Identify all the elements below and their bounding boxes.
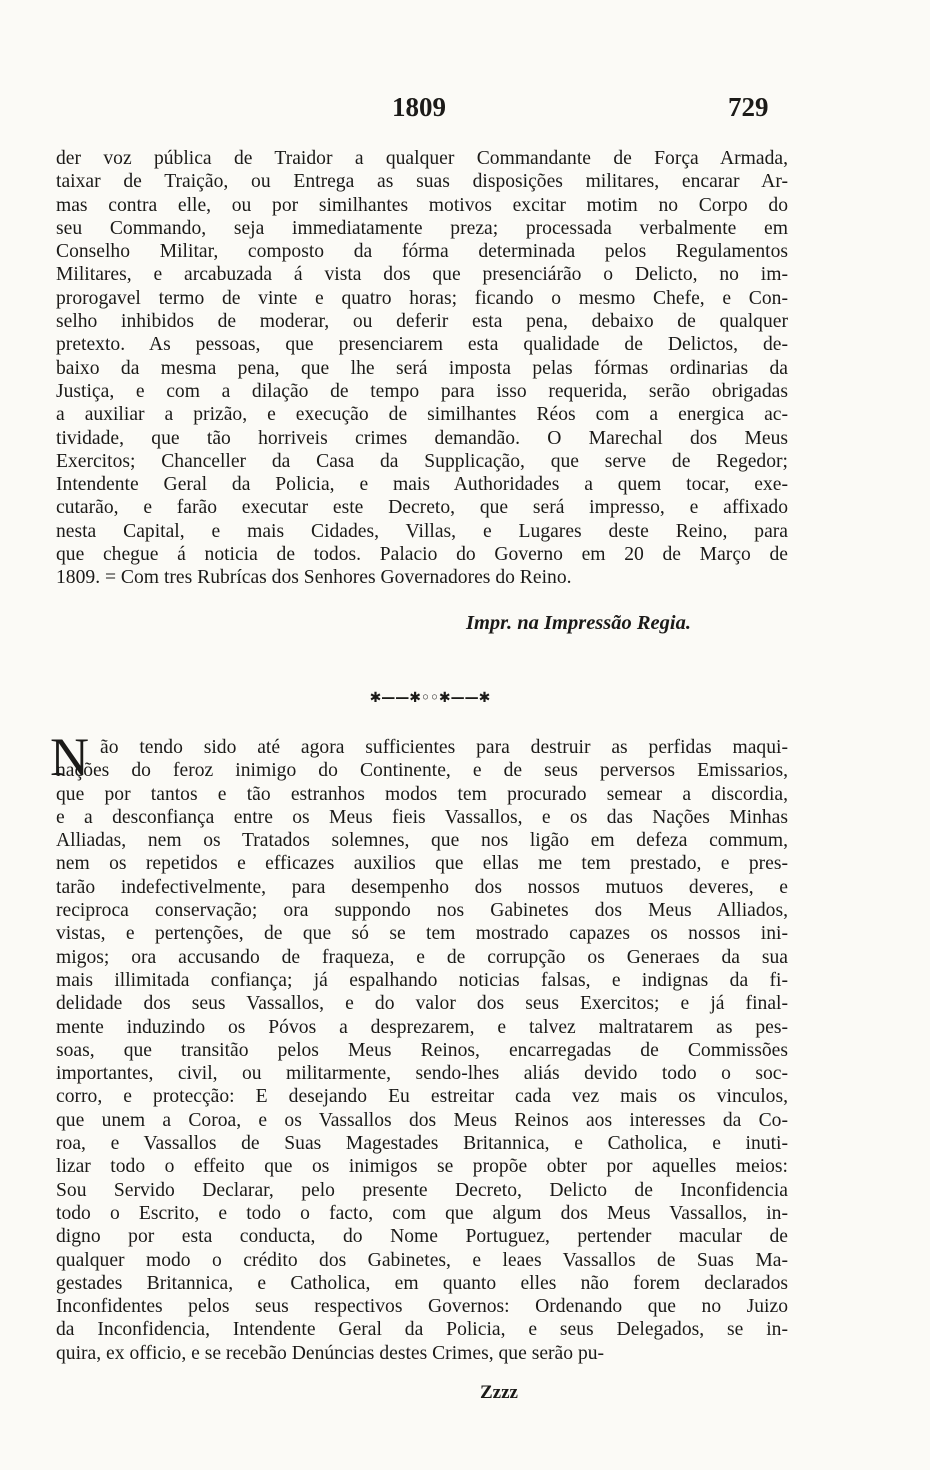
- text-line: tarão indefectivelmente, para desempenho dos nossos mutuos deveres, e: [56, 876, 788, 898]
- text-line: mais illimitada confiança; já espalhando noticias falsas, e indignas da fi-: [56, 969, 788, 991]
- drop-cap: N: [50, 727, 89, 787]
- text-line: Inconfidentes pelos seus respectivos Governos: Ordenando que no Juizo: [56, 1296, 788, 1318]
- text-line: soas, que transitão pelos Meus Reinos, encarregadas de Commissões: [56, 1039, 788, 1061]
- text-line: nações do feroz inimigo do Continente, e de seus perversos Emissarios,: [56, 760, 788, 782]
- text-line: que chegue á noticia de todos. Palacio do Governo em 20 de Março de: [56, 544, 788, 566]
- text-line: que por tantos e tão estranhos modos tem procurado semear a discordia,: [56, 783, 788, 805]
- section-ornament: ✱——✱◦◦✱——✱: [369, 690, 491, 706]
- text-line: e a desconfiança entre os Meus fieis Vassallos, e os das Nações Minhas: [56, 806, 788, 828]
- imprint-line: Impr. na Impressão Regia.: [466, 612, 691, 634]
- text-line: Alliadas, nem os Tratados solemnes, que nos ligão em defeza commum,: [56, 830, 788, 852]
- text-line: a auxiliar a prizão, e execução de similhantes Réos com a energica ac-: [56, 404, 788, 426]
- text-line: gestades Britannica, e Catholica, em quanto elles não forem declarados: [56, 1272, 788, 1294]
- running-header: [0, 92, 930, 124]
- text-line: nesta Capital, e mais Cidades, Villas, e Lugares deste Reino, para: [56, 520, 788, 542]
- text-line: selho inhibidos de moderar, ou deferir esta pena, debaixo de qualquer: [56, 311, 788, 333]
- text-line: reciproca conservação; ora suppondo nos Gabinetes dos Meus Alliados,: [56, 900, 788, 922]
- decree-paragraph-new: [56, 736, 788, 1365]
- text-line: roa, e Vassallos de Suas Magestades Britannica, e Catholica, e inuti-: [56, 1133, 788, 1155]
- text-line: da Inconfidencia, Intendente Geral da Policia, e seus Delegados, se in-: [56, 1319, 788, 1341]
- header-year: 1809: [392, 92, 446, 122]
- text-line: mas contra elle, ou por similhantes motivos excitar motim no Corpo do: [56, 194, 788, 216]
- text-line: der voz pública de Traidor a qualquer Commandante de Força Armada,: [56, 148, 788, 169]
- text-line: quira, ex officio, e se recebão Denúncias destes Crimes, que serão pu-: [56, 1342, 605, 1364]
- text-line: digno por esta conducta, do Nome Portuguez, pertender macular de: [56, 1226, 788, 1248]
- text-line: ão tendo sido até agora sufficientes para destruir as perfidas maqui-: [100, 737, 788, 758]
- text-line: taixar de Traição, ou Entrega as suas disposições militares, encarar Ar-: [56, 171, 788, 193]
- page-number: 729: [728, 92, 769, 122]
- text-line: Justiça, e com a dilação de tempo para isso requerida, serão obrigadas: [56, 380, 788, 402]
- text-line: baixo da mesma pena, que lhe será imposta pelas fórmas ordinarias da: [56, 357, 788, 379]
- text-line: prorogavel termo de vinte e quatro horas; ficando o mesmo Chefe, e Con-: [56, 287, 788, 309]
- text-line: cutarão, e farão executar este Decreto, que será impresso, e affixado: [56, 497, 788, 519]
- text-line: pretexto. As pessoas, que presenciarem esta qualidade de Delictos, de-: [56, 334, 788, 356]
- text-line: mente induzindo os Póvos a desprezarem, e talvez maltratarem as pes-: [56, 1016, 788, 1038]
- signature-mark: Zzzz: [480, 1382, 518, 1403]
- text-line: qualquer modo o crédito dos Gabinetes, e leaes Vassallos de Suas Ma-: [56, 1249, 788, 1271]
- decree-paragraph-continued: [56, 147, 788, 590]
- text-line: nem os repetidos e efficazes auxilios que ellas me tem prestado, e pres-: [56, 853, 788, 875]
- text-line: migos; ora accusando de fraqueza, e de corrupção os Generaes da sua: [56, 946, 788, 968]
- text-line: importantes, civil, ou militarmente, sendo-lhes aliás devido todo o soc-: [56, 1063, 788, 1085]
- text-line: 1809. = Com tres Rubrícas dos Senhores Governadores do Reino.: [56, 567, 572, 589]
- text-line: que unem a Coroa, e os Vassallos dos Meus Reinos aos interesses da Co-: [56, 1109, 788, 1131]
- text-line: Sou Servido Declarar, pelo presente Decreto, Delicto de Inconfidencia: [56, 1179, 788, 1201]
- text-line: Conselho Militar, composto da fórma determinada pelos Regulamentos: [56, 241, 788, 263]
- text-line: lizar todo o effeito que os inimigos se propõe obter por aquelles meios:: [56, 1156, 788, 1178]
- text-line: seu Commando, seja immediatamente preza; processada verbalmente em: [56, 217, 788, 239]
- text-line: Intendente Geral da Policia, e mais Authoridades a quem tocar, exe-: [56, 474, 788, 496]
- text-line: Exercitos; Chanceller da Casa da Supplicação, que serve de Regedor;: [56, 450, 788, 472]
- text-line: corro, e protecção: E desejando Eu estreitar cada vez mais os vinculos,: [56, 1086, 788, 1108]
- text-line: Militares, e arcabuzada á vista dos que presenciárão o Delicto, no im-: [56, 264, 788, 286]
- text-line: delidade dos seus Vassallos, e do valor dos seus Exercitos; e já final-: [56, 993, 788, 1015]
- text-line: vistas, e pertenções, de que só se tem mostrado capazes os nossos ini-: [56, 923, 788, 945]
- text-line: tividade, que tão horriveis crimes demandão. O Marechal dos Meus: [56, 427, 788, 449]
- text-line: todo o Escrito, e todo o facto, com que algum dos Meus Vassallos, in-: [56, 1202, 788, 1224]
